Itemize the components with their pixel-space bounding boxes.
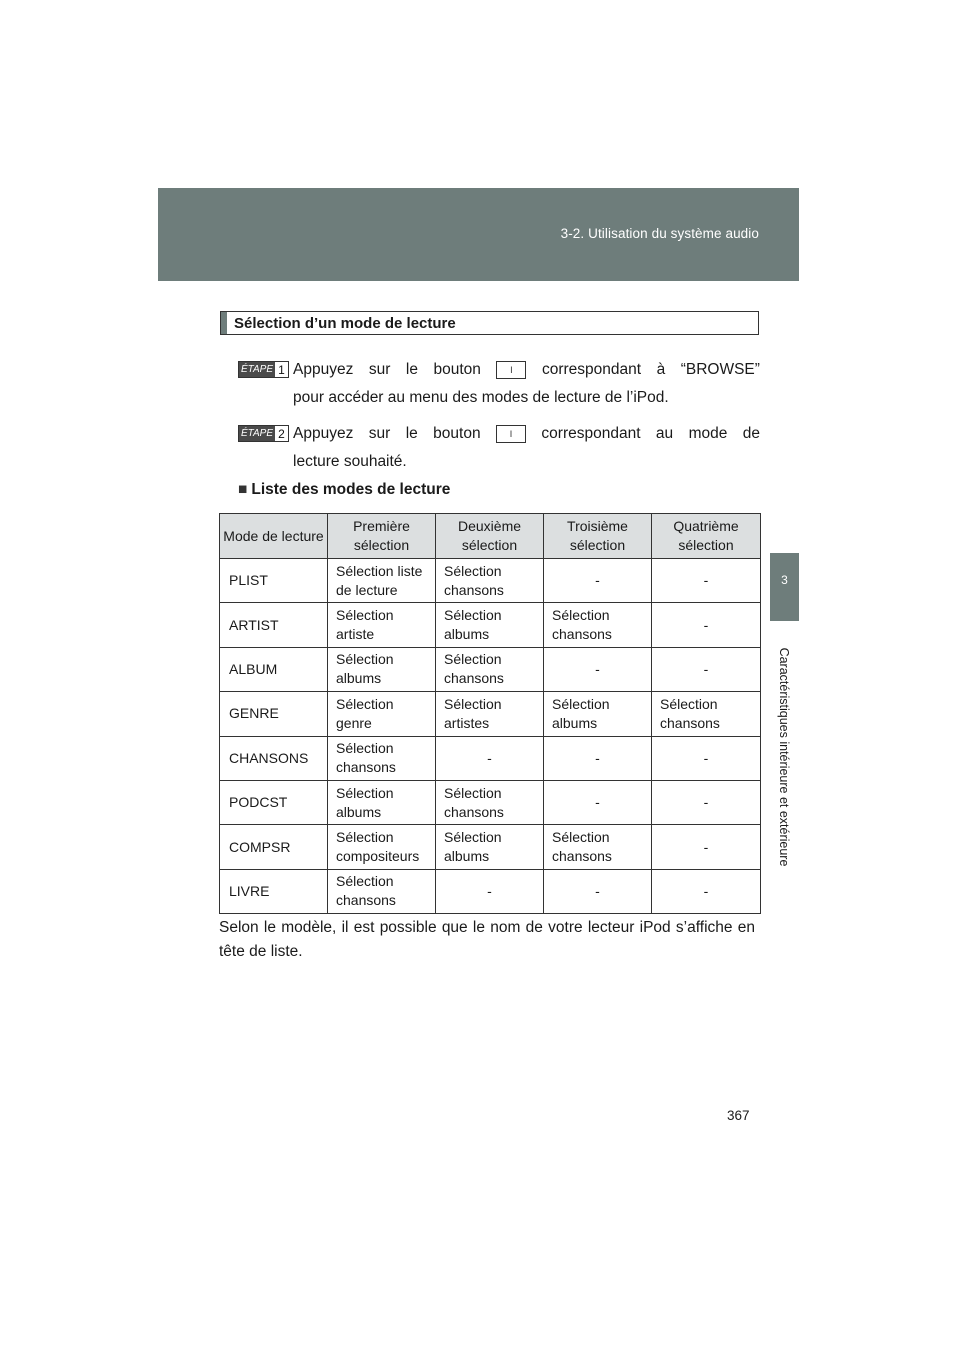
table-row [220, 647, 761, 691]
step-line-1 [293, 422, 760, 446]
button-icon: I [496, 425, 526, 443]
selection-cell: Sélection liste de lecture [328, 559, 436, 603]
selection-cell: Sélection chansons [436, 559, 544, 603]
selection-cell: Sélection albums [436, 603, 544, 647]
mode-cell: PLIST [220, 559, 328, 603]
selection-cell: Sélection albums [328, 647, 436, 691]
word: Appuyez [293, 361, 354, 378]
mode-cell: CHANSONS [220, 736, 328, 780]
table-row [220, 603, 761, 647]
selection-cell: Sélection compositeurs [328, 825, 436, 869]
step-badge [238, 361, 289, 378]
chapter-number: 3 [781, 573, 788, 587]
section-title-accent [221, 312, 227, 334]
selection-cell: Sélection chansons [328, 736, 436, 780]
button-icon: I [496, 361, 526, 379]
selection-cell: Sélection chansons [436, 780, 544, 824]
selection-cell: - [652, 603, 761, 647]
word: sur [368, 361, 391, 378]
column-header: Troisième sélection [544, 514, 652, 559]
word: bouton [433, 361, 481, 378]
word: “BROWSE” [680, 361, 760, 378]
selection-cell: - [652, 736, 761, 780]
mode-cell: COMPSR [220, 825, 328, 869]
footnote: Selon le modèle, il est possible que le nom de votre lecteur iPod s’affiche en tête de liste. [219, 919, 755, 960]
selection-cell: - [436, 736, 544, 780]
table-row [220, 780, 761, 824]
step-badge-label: ÉTAPE [240, 428, 274, 439]
word: le [405, 425, 418, 442]
table-row [220, 559, 761, 603]
selection-cell: Sélection albums [436, 825, 544, 869]
selection-cell: - [544, 736, 652, 780]
word: sur [368, 425, 391, 442]
word: bouton [433, 425, 481, 442]
selection-cell: Sélection albums [544, 692, 652, 736]
step-line-1 [293, 358, 760, 382]
section-title-box [220, 311, 759, 335]
mode-cell: PODCST [220, 780, 328, 824]
word: mode [688, 425, 728, 442]
selection-cell: - [544, 780, 652, 824]
selection-cell: - [544, 647, 652, 691]
mode-cell: LIVRE [220, 869, 328, 913]
column-header: Quatrième sélection [652, 514, 761, 559]
table-row [220, 692, 761, 736]
step-badge-number: 2 [275, 426, 288, 441]
section-title: Sélection d’un mode de lecture [234, 315, 456, 332]
step-badge-label: ÉTAPE [240, 364, 274, 375]
selection-cell: - [652, 647, 761, 691]
selection-cell: Sélection chansons [652, 692, 761, 736]
selection-cell: Sélection chansons [544, 603, 652, 647]
step-line-2: lecture souhaité. [293, 453, 407, 470]
selection-cell: - [652, 780, 761, 824]
step-line-2: pour accéder au menu des modes de lecture de l’iPod. [293, 389, 669, 406]
selection-cell: Sélection chansons [436, 647, 544, 691]
column-header: Première sélection [328, 514, 436, 559]
word: au [655, 425, 674, 442]
selection-cell: Sélection albums [328, 780, 436, 824]
selection-cell: Sélection artiste [328, 603, 436, 647]
table-header-row [220, 514, 761, 559]
mode-cell: GENRE [220, 692, 328, 736]
square-bullet-icon: ■ [238, 481, 248, 498]
list-heading-text: Liste des modes de lecture [251, 481, 451, 498]
playback-modes-table [219, 513, 761, 914]
selection-cell: Sélection genre [328, 692, 436, 736]
chapter-side-tab [770, 553, 799, 621]
word: correspondant [541, 425, 641, 442]
step-badge [238, 425, 289, 442]
selection-cell: Sélection chansons [328, 869, 436, 913]
selection-cell: Sélection chansons [544, 825, 652, 869]
selection-cell: Sélection artistes [436, 692, 544, 736]
word: à [656, 361, 666, 378]
selection-cell: - [652, 869, 761, 913]
word: Appuyez [293, 425, 354, 442]
selection-cell: - [652, 825, 761, 869]
mode-cell: ALBUM [220, 647, 328, 691]
section-breadcrumb: 3-2. Utilisation du système audio [560, 226, 759, 241]
selection-cell: - [544, 559, 652, 603]
word: de [742, 425, 760, 442]
selection-cell: - [436, 869, 544, 913]
page-number: 367 [727, 1108, 750, 1123]
word: correspondant [541, 361, 642, 378]
table-row [220, 869, 761, 913]
chapter-side-label-text: Caractéristiques intérieure et extérieure [777, 647, 791, 867]
selection-cell: - [544, 869, 652, 913]
step-badge-number: 1 [275, 362, 288, 377]
column-header: Deuxième sélection [436, 514, 544, 559]
column-header: Mode de lecture [220, 514, 328, 559]
chapter-header-band [158, 188, 799, 281]
list-heading [238, 481, 450, 499]
table-row [220, 736, 761, 780]
mode-cell: ARTIST [220, 603, 328, 647]
word: le [405, 361, 418, 378]
selection-cell: - [652, 559, 761, 603]
table-row [220, 825, 761, 869]
